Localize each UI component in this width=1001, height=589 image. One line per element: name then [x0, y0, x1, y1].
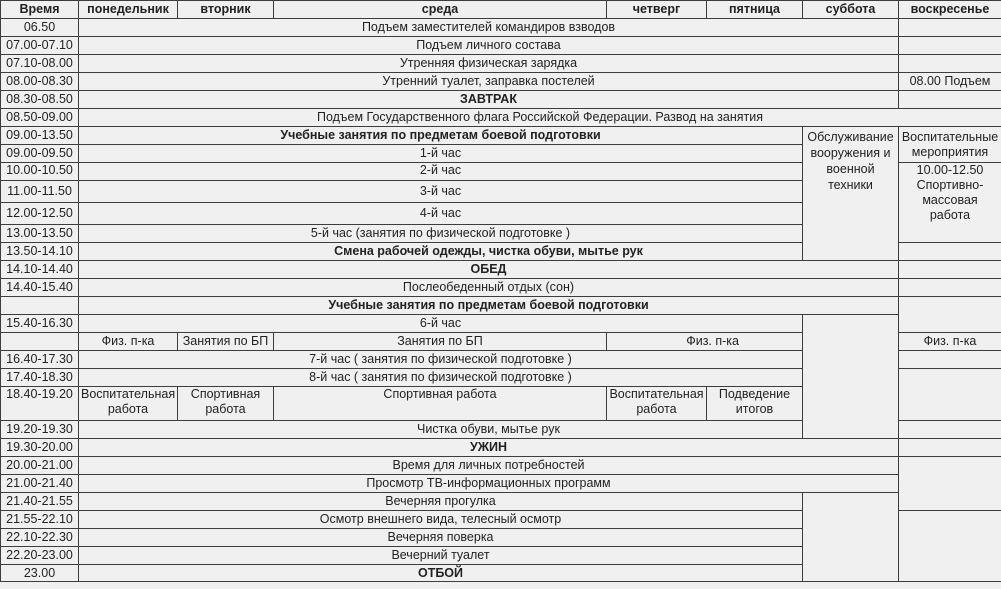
activity-cell: 1-й час	[79, 145, 803, 163]
time-cell: 07.10-08.00	[1, 55, 79, 73]
time-cell	[1, 297, 79, 315]
table-row	[1, 421, 1001, 439]
activity-cell: Подъем заместителей командиров взводов	[79, 19, 899, 37]
table-row	[1, 19, 1001, 37]
sunday-cell	[899, 37, 1001, 55]
header-tuesday: вторник	[178, 1, 274, 19]
activity-cell: ОБЕД	[79, 261, 899, 279]
activity-cell: 6-й час	[79, 315, 803, 333]
activity-cell: Подъем Государственного флага Российской Федерации. Развод на занятия	[79, 109, 1001, 127]
activity-cell: ЗАВТРАК	[79, 91, 899, 109]
header-sunday: воскресенье	[899, 1, 1001, 19]
table-row	[1, 55, 1001, 73]
table-row	[1, 91, 1001, 109]
header-thursday: четверг	[607, 1, 707, 19]
time-cell: 10.00-10.50	[1, 163, 79, 181]
sunday-cell	[899, 297, 1001, 333]
sunday-cell	[899, 511, 1001, 582]
sunday-cell	[899, 91, 1001, 109]
table-row	[1, 127, 1001, 145]
table-row	[1, 493, 1001, 511]
time-cell: 08.50-09.00	[1, 109, 79, 127]
time-cell: 23.00	[1, 565, 79, 582]
time-cell: 22.10-22.30	[1, 529, 79, 547]
time-cell: 13.50-14.10	[1, 243, 79, 261]
time-cell: 13.00-13.50	[1, 225, 79, 243]
sunday-cell	[899, 421, 1001, 439]
activity-cell: ОТБОЙ	[79, 565, 803, 582]
activity-cell: Учебные занятия по предметам боевой подготовки	[79, 127, 803, 145]
activity-cell: Осмотр внешнего вида, телесный осмотр	[79, 511, 803, 529]
time-cell: 12.00-12.50	[1, 203, 79, 225]
time-cell: 11.00-11.50	[1, 181, 79, 203]
time-cell: 14.10-14.40	[1, 261, 79, 279]
sunday-cell	[899, 439, 1001, 457]
table-row	[1, 73, 1001, 91]
time-cell: 17.40-18.30	[1, 369, 79, 387]
activity-cell: Послеобеденный отдых (сон)	[79, 279, 899, 297]
activity-cell: Вечерний туалет	[79, 547, 803, 565]
activity-cell: Просмотр ТВ-информационных программ	[79, 475, 899, 493]
activity-cell: 3-й час	[79, 181, 803, 203]
sunday-cell	[899, 279, 1001, 297]
time-cell: 06.50	[1, 19, 79, 37]
sunday-cell: 08.00 Подъем	[899, 73, 1001, 91]
activity-cell: Время для личных потребностей	[79, 457, 899, 475]
wednesday-label: Спортивная работа	[383, 387, 497, 401]
sunday-cell	[899, 457, 1001, 511]
table-row	[1, 457, 1001, 475]
time-cell: 08.30-08.50	[1, 91, 79, 109]
monday-cell: Физ. п-ка	[79, 333, 178, 351]
header-friday: пятница	[707, 1, 803, 19]
time-cell: 20.00-21.00	[1, 457, 79, 475]
header-time: Время	[1, 1, 79, 19]
table-row	[1, 109, 1001, 127]
activity-cell: Подъем личного состава	[79, 37, 899, 55]
table-row	[1, 315, 1001, 333]
header-wednesday: среда	[274, 1, 607, 19]
thursday-cell	[607, 333, 803, 351]
friday-cell: Подведение итогов	[707, 387, 803, 421]
activity-cell: Вечерняя прогулка	[79, 493, 803, 511]
time-cell: 21.55-22.10	[1, 511, 79, 529]
sunday-cell	[899, 369, 1001, 421]
activity-cell: Чистка обуви, мытье рук	[79, 421, 899, 439]
time-cell: 07.00-07.10	[1, 37, 79, 55]
table-row	[1, 475, 1001, 493]
activity-cell: 8-й час ( занятия по физической подготовке )	[79, 369, 803, 387]
thursday-label: Физ. п-ка	[686, 334, 739, 348]
time-cell: 21.40-21.55	[1, 493, 79, 511]
activity-cell: 4-й час	[79, 203, 803, 225]
activity-cell: Вечерняя поверка	[79, 529, 803, 547]
sunday-cell	[899, 19, 1001, 37]
time-cell: 14.40-15.40	[1, 279, 79, 297]
monday-cell: Воспитательная работа	[79, 387, 178, 421]
time-cell: 19.30-20.00	[1, 439, 79, 457]
activity-cell: 2-й час	[79, 163, 803, 181]
sunday-education-cell: Воспитательные мероприятия	[899, 127, 1001, 163]
time-cell: 15.40-16.30	[1, 315, 79, 333]
activity-cell: 7-й час ( занятия по физической подготовке )	[79, 351, 803, 369]
wednesday-cell	[274, 387, 607, 421]
activity-cell: 5-й час (занятия по физической подготовке )	[79, 225, 803, 243]
activity-cell: Утренний туалет, заправка постелей	[79, 73, 899, 91]
header-saturday: суббота	[803, 1, 899, 19]
friday-cell: Физ. п-ка	[899, 333, 1001, 351]
sunday-sport-cell: 10.00-12.50 Спортивно-массовая работа	[899, 163, 1001, 243]
header-monday: понедельник	[79, 1, 178, 19]
time-cell: 09.00-09.50	[1, 145, 79, 163]
time-cell: 08.00-08.30	[1, 73, 79, 91]
sunday-cell	[899, 243, 1001, 261]
table-row	[1, 297, 1001, 315]
sunday-cell	[899, 55, 1001, 73]
activity-cell: УЖИН	[79, 439, 899, 457]
tuesday-cell: Спортивная работа	[178, 387, 274, 421]
table-row	[1, 37, 1001, 55]
time-cell: 21.00-21.40	[1, 475, 79, 493]
time-cell: 18.40-19.20	[1, 387, 79, 421]
time-cell: 19.20-19.30	[1, 421, 79, 439]
header-row	[1, 1, 1001, 19]
table-row	[1, 261, 1001, 279]
time-cell: 22.20-23.00	[1, 547, 79, 565]
sunday-cell	[899, 351, 1001, 369]
table-row	[1, 439, 1001, 457]
saturday-cell	[803, 493, 899, 582]
wednesday-cell: Занятия по БП	[274, 333, 607, 351]
activity-cell: Смена рабочей одежды, чистка обуви, мытье рук	[79, 243, 899, 261]
activity-cell: Утренняя физическая зарядка	[79, 55, 899, 73]
time-cell: 16.40-17.30	[1, 351, 79, 369]
thursday-cell: Воспитательная работа	[607, 387, 707, 421]
tuesday-cell: Занятия по БП	[178, 333, 274, 351]
activity-cell: Учебные занятия по предметам боевой подготовки	[79, 297, 899, 315]
table-row	[1, 243, 1001, 261]
sunday-cell	[899, 261, 1001, 279]
table-row	[1, 279, 1001, 297]
time-cell	[1, 333, 79, 351]
time-cell: 09.00-13.50	[1, 127, 79, 145]
saturday-maintenance-cell: Обслуживание вооружения и военной техники	[803, 127, 899, 261]
